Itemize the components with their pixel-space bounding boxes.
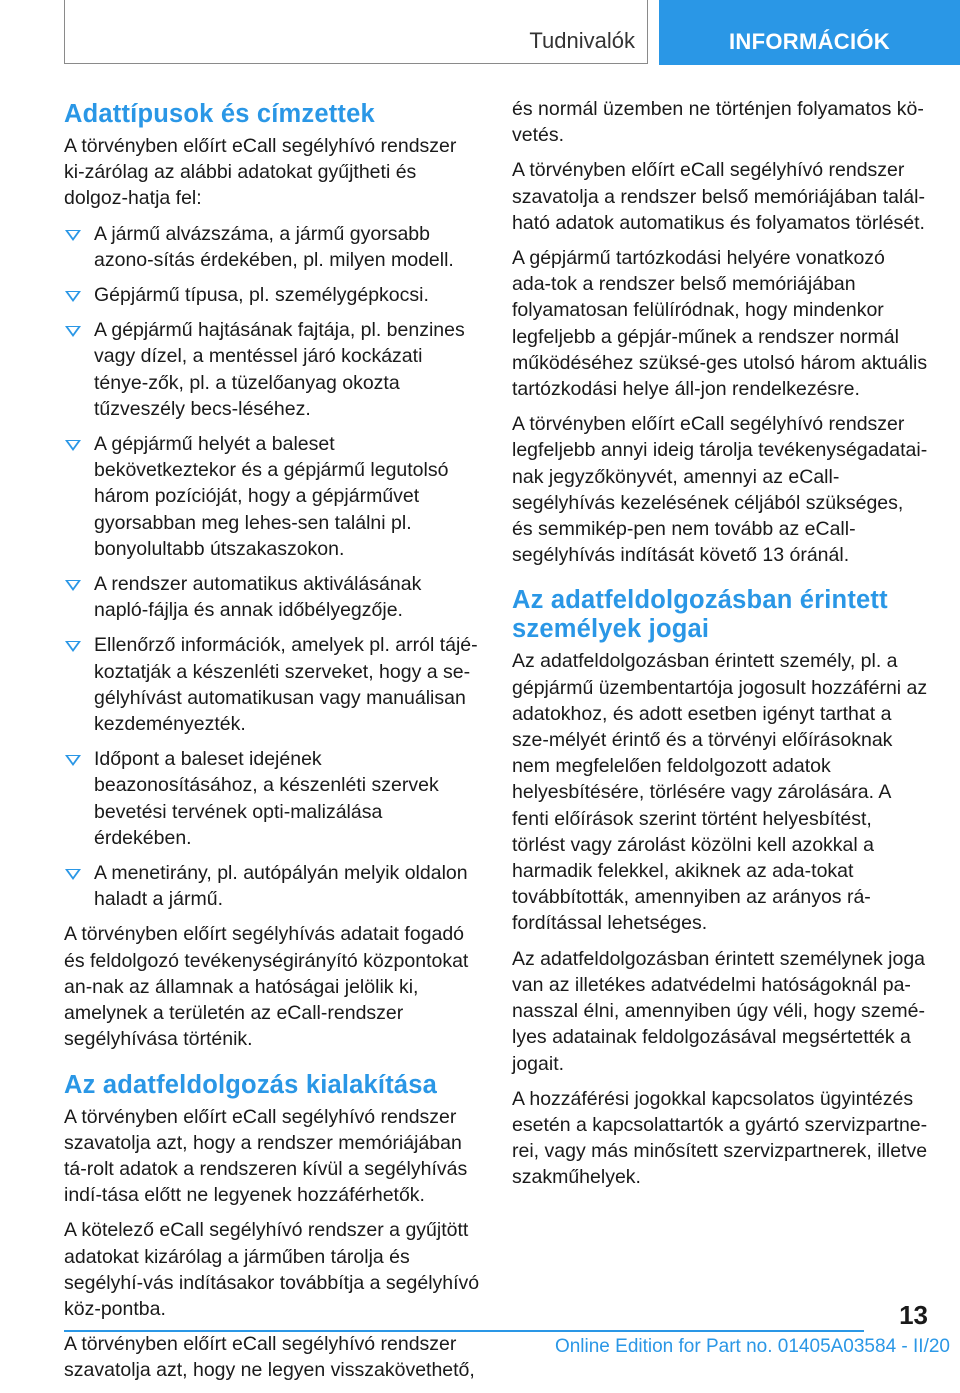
paragraph: A kötelező eCall segélyhívó rendszer a gyűjtött adatokat kizárólag a járműben tárolja és segélyhí-vás indításakor továbbítja a segélyhívó köz-pontba. bbox=[64, 1219, 480, 1320]
header-section-title: Tudnivalók bbox=[529, 28, 635, 53]
triangle-bullet-icon bbox=[65, 291, 81, 302]
list-item: A rendszer automatikus aktiválásának napló-fájlja és annak időbélyegzője. bbox=[64, 571, 480, 623]
paragraph: A törvényben előírt eCall segélyhívó rendszer szavatolja azt, hogy ne legyen visszakövethető, bbox=[64, 1333, 475, 1382]
footer-divider bbox=[64, 1330, 864, 1332]
triangle-bullet-icon bbox=[65, 230, 81, 241]
triangle-bullet-icon bbox=[65, 755, 81, 766]
heading-data-subject-rights: Az adatfeldolgozásban érintett személyek jogai bbox=[512, 586, 888, 644]
list-item: Gépjármű típusa, pl. személygépkocsi. bbox=[64, 282, 480, 308]
paragraph: A hozzáférési jogokkal kapcsolatos ügyintézés esetén a kapcsolattartók a gyártó szervizpartne-rei, vagy más minősített szervizpartnerek, illetve szakműhelyek. bbox=[512, 1087, 928, 1189]
triangle-bullet-icon bbox=[65, 440, 81, 451]
heading-data-processing: Az adatfeldolgozás kialakítása bbox=[64, 1070, 438, 1099]
list-item: A gépjármű hajtásának fajtája, pl. benzines vagy dízel, a mentéssel járó kockázati ténye-zők, pl. a tüzelőanyag okozta tűzveszély becs-léséhez. bbox=[64, 317, 480, 422]
footer-edition-text: Online Edition for Part no. 01405A03584 - II/20 bbox=[554, 1336, 950, 1357]
data-types-list bbox=[64, 221, 480, 913]
triangle-bullet-icon bbox=[65, 869, 81, 880]
paragraph: A törvényben előírt eCall segélyhívó rendszer legfeljebb annyi ideig tárolja tevékenységadatai-nak jegyzőkönyvét, amennyi az eCall-segélyhívás kezelésének céljából szükséges, és semmikép-pen nem tovább az eCall-segélyhívás indítását követő 13 óránál. bbox=[512, 413, 928, 567]
page-number: 13 bbox=[899, 1300, 928, 1330]
left-column bbox=[64, 100, 480, 1393]
header-frame bbox=[64, 0, 648, 64]
paragraph: A törvényben előírt eCall segélyhívó rendszer szavatolja a rendszer belső memóriájában talál-ható adatok automatikus és folyamatos törlését. bbox=[512, 159, 925, 234]
list-item: Időpont a baleset idejének beazonosításához, a készenléti szervek bevetési tervének opti-malizálása érdekében. bbox=[64, 746, 480, 851]
list-item: A jármű alvázszáma, a jármű gyorsabb azono-sítás érdekében, pl. milyen modell. bbox=[64, 221, 480, 273]
paragraph: A gépjármű tartózkodási helyére vonatkozó ada-tok a rendszer belső memóriájában folyamatosan felülíródnak, hogy mindenkor legfeljebb a gépjár-műnek a rendszer normál működéséhez szüksé-ges utolsó három aktuális tartózkodási helye áll-jon rendelkezésre. bbox=[512, 247, 928, 401]
paragraph: A törvényben előírt eCall segélyhívó rendszer szavatolja azt, hogy a rendszer memóriájában tá-rolt adatok a rendszeren kívül a segélyhívás indí-tása előtt ne legyenek hozzáférhetők. bbox=[64, 1105, 468, 1207]
paragraph: A törvényben előírt eCall segélyhívó rendszer ki-zárólag az alábbi adatokat gyűjtheti és dolgoz-hatja fel: bbox=[64, 135, 457, 210]
right-column bbox=[512, 96, 928, 1200]
list-item: Ellenőrző információk, amelyek pl. arról tájé-koztatják a készenléti szerveket, hogy a se-gélyhívást automatikusan vagy manuálisan kezdeményezték. bbox=[64, 632, 480, 737]
triangle-bullet-icon bbox=[65, 641, 81, 652]
header-chapter-tab[interactable]: INFORMÁCIÓK bbox=[659, 0, 960, 65]
paragraph: A törvényben előírt segélyhívás adatait fogadó és feldolgozó tevékenységirányító központokat an-nak az államnak a hatóságai jelölik ki, amelynek a területén az eCall-rendszer segélyhívása történik. bbox=[64, 923, 469, 1051]
triangle-bullet-icon bbox=[65, 326, 81, 337]
paragraph: Az adatfeldolgozásban érintett személynek joga van az illetékes adatvédelmi hatóságoknál pa-nasszal élni, amennyiben úgy véli, hogy szemé-lyes adatainak feldolgozásával megsértették a jogait. bbox=[512, 947, 926, 1075]
paragraph: és normál üzemben ne történjen folyamatos kö-vetés. bbox=[512, 98, 924, 147]
list-item: A gépjármű helyét a baleset bekövetkeztekor és a gépjármű legutolsó három pozícióját, hogy a gépjárművet gyorsabban meg lehes-sen találni pl. bonyolultabb útszakaszokon. bbox=[64, 431, 480, 562]
list-item: A menetirány, pl. autópályán melyik oldalon haladt a jármű. bbox=[64, 860, 480, 912]
paragraph: Az adatfeldolgozásban érintett személy, pl. a gépjármű üzembentartója jogosult hozzáférni az adatokhoz, és adott esetben igényt tarthat a sze-mélyét érintő és a törvényi előírásoknak nem megfelelően feldolgozott adatok helyesbítésére, törlésére vagy zárolására. A fenti előírások szerint történt helyesbítést, törlést vagy zárolást közölni kell azokkal a harmadik felekkel, akiknek az ada-tokat továbbították, amennyiben az arányos rá-fordítással lehetséges. bbox=[512, 650, 928, 935]
triangle-bullet-icon bbox=[65, 580, 81, 591]
heading-data-types: Adattípusok és címzettek bbox=[64, 100, 375, 128]
